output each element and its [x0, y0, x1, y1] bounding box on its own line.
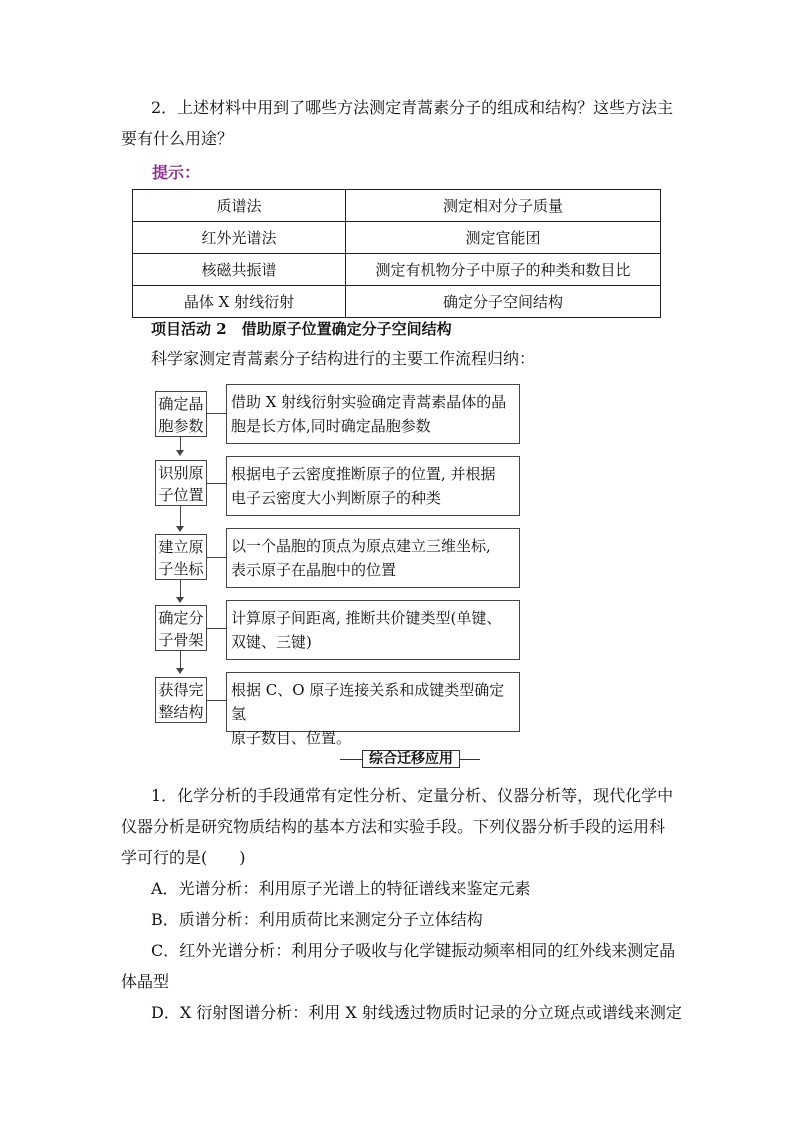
flow-step-label-line-1: 确定分 [158, 609, 204, 627]
option-c-line-2: 体晶型 [121, 972, 170, 991]
question-2-line-2: 要有什么用途？ [121, 129, 234, 148]
option-d: D．X 衍射图谱分析：利用 X 射线透过物质时记录的分立斑点或谱线来测定 [151, 1003, 682, 1022]
table-row [133, 190, 661, 222]
flow-step-box [155, 391, 207, 437]
flow-step-label-line-1: 建立原 [158, 538, 204, 556]
flow-connector [207, 700, 226, 701]
flow-step-box [155, 605, 207, 651]
method-cell: 质谱法 [133, 190, 346, 222]
flow-arrow-head [176, 526, 184, 532]
question-1-line-3: 学可行的是( ) [121, 848, 246, 867]
option-a: A．光谱分析：利用原子光谱上的特征谱线来鉴定元素 [151, 879, 531, 898]
flow-arrow-head [176, 450, 184, 456]
flow-step-box [155, 677, 207, 723]
flow-step-label-line-1: 识别原 [158, 464, 204, 482]
method-cell: 核磁共振谱 [133, 254, 346, 286]
flow-step-label-line-2: 子骨架 [158, 631, 204, 649]
flow-description-box [226, 384, 520, 444]
flow-connector [207, 483, 226, 484]
flow-arrow-line [180, 651, 181, 668]
flow-description-line-2: 原子数目、位置。 [231, 729, 352, 747]
question-1-line-2: 仪器分析是研究物质结构的基本方法和实验手段。下列仪器分析手段的运用科 [121, 817, 666, 836]
flow-step-label-line-2: 子坐标 [158, 560, 204, 578]
flow-arrow-line [180, 580, 181, 597]
flow-connector [207, 557, 226, 558]
table-row [133, 222, 661, 254]
banner-title: 综合迁移应用 [362, 750, 460, 768]
flow-step-box [155, 460, 207, 506]
flow-arrow-head [176, 597, 184, 603]
table-row [133, 286, 661, 318]
flow-description-box [226, 456, 520, 516]
flow-description-line-2: 双键、三键) [231, 633, 312, 651]
flow-description-line-2: 胞是长方体,同时确定晶胞参数 [231, 417, 431, 435]
use-cell: 测定官能团 [346, 222, 661, 254]
flow-description-box [226, 600, 520, 660]
flow-arrow-line [180, 506, 181, 526]
flow-step-label-line-1: 获得完 [158, 681, 204, 699]
use-cell: 测定有机物分子中原子的种类和数目比 [346, 254, 661, 286]
flow-arrow-line [180, 437, 181, 450]
flow-description-line-1: 以一个晶胞的顶点为原点建立三维坐标, [231, 537, 491, 555]
activity-intro: 科学家测定青蒿素分子结构进行的主要工作流程归纳： [151, 349, 536, 368]
flow-arrow-head [176, 668, 184, 674]
methods-table [132, 189, 661, 318]
use-cell: 确定分子空间结构 [346, 286, 661, 318]
flow-description-line-2: 电子云密度大小判断原子的种类 [231, 489, 442, 507]
section-banner [340, 750, 480, 768]
flow-description-line-2: 表示原子在晶胞中的位置 [231, 561, 397, 579]
option-c-line-1: C．红外光谱分析：利用分子吸收与化学键振动频率相同的红外线来测定晶 [151, 941, 676, 960]
method-cell: 红外光谱法 [133, 222, 346, 254]
flow-step-box [155, 534, 207, 580]
flow-description-box [226, 528, 520, 588]
flow-step-label-line-1: 确定晶 [158, 395, 204, 413]
flow-step-label-line-2: 子位置 [158, 486, 204, 504]
flow-connector [207, 413, 226, 414]
activity-title: 项目活动 2 借助原子位置确定分子空间结构 [151, 320, 452, 338]
flow-description-line-1: 根据电子云密度推断原子的位置, 并根据 [231, 465, 496, 483]
flow-step-label-line-2: 胞参数 [158, 417, 204, 435]
method-cell: 晶体 X 射线衍射 [133, 286, 346, 318]
question-2-line-1: 2．上述材料中用到了哪些方法测定青蒿素分子的组成和结构？这些方法主 [151, 98, 674, 117]
flow-step-label-line-2: 整结构 [158, 703, 204, 721]
flow-connector [207, 628, 226, 629]
option-b: B．质谱分析：利用质荷比来测定分子立体结构 [151, 910, 483, 929]
question-1-line-1: 1．化学分析的手段通常有定性分析、定量分析、仪器分析等，现代化学中 [151, 786, 674, 805]
flow-description-line-1: 计算原子间距离, 推断共价键类型(单键、 [231, 609, 502, 627]
flow-description-line-1: 根据 C、O 原子连接关系和成键类型确定氢 [231, 681, 505, 723]
table-row [133, 254, 661, 286]
flow-description-line-1: 借助 X 射线衍射实验确定青蒿素晶体的晶 [231, 393, 507, 411]
use-cell: 测定相对分子质量 [346, 190, 661, 222]
hint-label: 提示： [152, 163, 201, 182]
flow-description-box [226, 672, 520, 747]
